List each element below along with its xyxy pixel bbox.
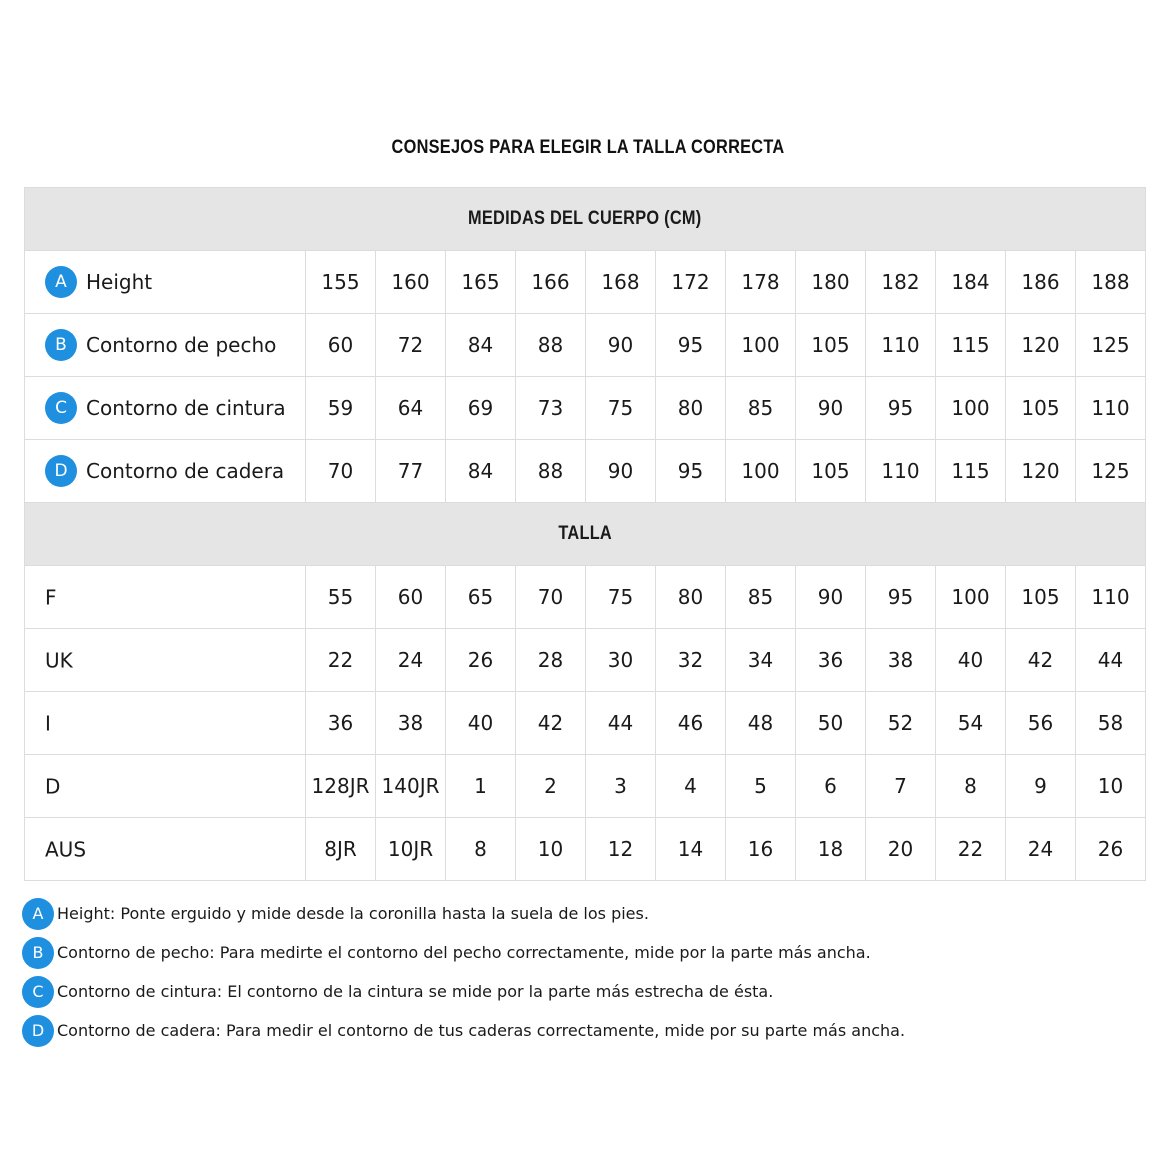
table-cell: 155 [306,251,376,314]
table-cell: 69 [446,377,516,440]
table-cell: 172 [656,251,726,314]
table-cell: 128JR [306,755,376,818]
table-cell: 72 [376,314,446,377]
table-cell: 28 [516,629,586,692]
table-cell: 168 [586,251,656,314]
table-cell: 22 [306,629,376,692]
table-cell: 90 [586,314,656,377]
table-cell: 59 [306,377,376,440]
letter-badge-icon: B [45,329,77,361]
table-cell: 84 [446,440,516,503]
table-cell: 75 [586,377,656,440]
table-cell: 40 [446,692,516,755]
table-cell: 22 [936,818,1006,881]
table-cell: 40 [936,629,1006,692]
table-cell: 26 [446,629,516,692]
table-cell: 24 [1006,818,1076,881]
table-cell: 65 [446,566,516,629]
table-cell: 64 [376,377,446,440]
table-cell: 75 [586,566,656,629]
measures-header [25,188,1146,251]
row-label [25,629,306,692]
table-cell: 120 [1006,314,1076,377]
table-cell: 80 [656,566,726,629]
table-cell: 60 [306,314,376,377]
table-cell: 6 [796,755,866,818]
table-cell: 36 [306,692,376,755]
row-label [25,566,306,629]
table-cell: 178 [726,251,796,314]
table-cell: 4 [656,755,726,818]
table-row [25,314,1146,377]
table-cell: 10JR [376,818,446,881]
measures-header-title: MEDIDAS DEL CUERPO (CM) [468,208,702,229]
row-label-text: D [45,774,61,799]
table-cell: 9 [1006,755,1076,818]
table-cell: 48 [726,692,796,755]
table-cell: 30 [586,629,656,692]
page-title: CONSEJOS PARA ELEGIR LA TALLA CORRECTA [391,137,785,158]
table-cell: 110 [1076,377,1146,440]
table-cell: 95 [866,377,936,440]
table-cell: 73 [516,377,586,440]
table-cell: 180 [796,251,866,314]
table-cell: 105 [1006,377,1076,440]
table-cell: 125 [1076,314,1146,377]
table-cell: 95 [656,314,726,377]
table-cell: 54 [936,692,1006,755]
table-row [25,818,1146,881]
table-cell: 105 [796,440,866,503]
table-cell: 42 [1006,629,1076,692]
table-cell: 44 [586,692,656,755]
table-cell: 52 [866,692,936,755]
table-cell: 26 [1076,818,1146,881]
table-cell: 10 [516,818,586,881]
table-cell: 77 [376,440,446,503]
table-cell: 1 [446,755,516,818]
table-cell: 5 [726,755,796,818]
table-cell: 70 [516,566,586,629]
table-cell: 95 [866,566,936,629]
row-label [25,755,306,818]
note-text: Contorno de cintura: El contorno de la cintura se mide por la parte más estrecha de ésta. [57,982,774,1001]
note-text: Height: Ponte erguido y mide desde la coronilla hasta la suela de los pies. [57,904,649,923]
table-cell: 7 [866,755,936,818]
table-cell: 100 [726,314,796,377]
table-cell: 90 [796,377,866,440]
letter-badge-icon: D [45,455,77,487]
table-cell: 36 [796,629,866,692]
table-cell: 105 [1006,566,1076,629]
table-cell: 88 [516,440,586,503]
table-cell: 38 [866,629,936,692]
table-cell: 8JR [306,818,376,881]
sizes-header-title: TALLA [558,523,612,544]
table-cell: 2 [516,755,586,818]
table-cell: 100 [936,377,1006,440]
table-cell: 188 [1076,251,1146,314]
table-cell: 60 [376,566,446,629]
letter-badge-icon: C [45,392,77,424]
letter-badge-icon: A [22,898,54,930]
note-text: Contorno de pecho: Para medirte el contorno del pecho correctamente, mide por la parte más ancha. [57,943,871,962]
table-cell: 182 [866,251,936,314]
measurement-notes [22,894,1162,1050]
table-cell: 8 [936,755,1006,818]
table-cell: 160 [376,251,446,314]
table-cell: 16 [726,818,796,881]
table-cell: 80 [656,377,726,440]
row-label-text: Contorno de cadera [86,459,285,483]
note-item [22,933,1162,972]
table-row [25,566,1146,629]
table-cell: 115 [936,314,1006,377]
table-cell: 46 [656,692,726,755]
table-cell: 100 [936,566,1006,629]
table-row [25,377,1146,440]
table-cell: 110 [866,314,936,377]
row-label-text: I [45,711,51,736]
row-label [25,692,306,755]
table-cell: 44 [1076,629,1146,692]
row-label [25,818,306,881]
table-cell: 55 [306,566,376,629]
row-label-text: Contorno de pecho [86,333,277,357]
row-label-text: AUS [45,837,87,862]
table-cell: 110 [1076,566,1146,629]
table-cell: 166 [516,251,586,314]
table-cell: 56 [1006,692,1076,755]
table-cell: 18 [796,818,866,881]
row-label-text: Height [86,270,153,294]
table-cell: 14 [656,818,726,881]
table-cell: 3 [586,755,656,818]
table-cell: 10 [1076,755,1146,818]
table-cell: 85 [726,377,796,440]
table-cell: 58 [1076,692,1146,755]
table-row [25,440,1146,503]
note-text: Contorno de cadera: Para medir el contorno de tus caderas correctamente, mide por su parte más ancha. [57,1021,906,1040]
row-label-text: Contorno de cintura [86,396,286,420]
note-item [22,972,1162,1011]
table-cell: 50 [796,692,866,755]
table-cell: 34 [726,629,796,692]
table-cell: 100 [726,440,796,503]
row-label-text: F [45,585,57,610]
table-cell: 24 [376,629,446,692]
letter-badge-icon: C [22,976,54,1008]
size-chart-table [24,187,1146,881]
table-cell: 186 [1006,251,1076,314]
table-cell: 115 [936,440,1006,503]
sizes-header [25,503,1146,566]
note-item [22,1011,1162,1050]
table-cell: 95 [656,440,726,503]
row-label [25,440,306,503]
table-cell: 32 [656,629,726,692]
table-row [25,629,1146,692]
table-cell: 20 [866,818,936,881]
table-cell: 88 [516,314,586,377]
row-label [25,377,306,440]
table-row [25,692,1146,755]
table-cell: 85 [726,566,796,629]
letter-badge-icon: B [22,937,54,969]
row-label-text: UK [45,648,73,673]
row-label [25,314,306,377]
table-cell: 12 [586,818,656,881]
letter-badge-icon: D [22,1015,54,1047]
table-row [25,251,1146,314]
table-cell: 125 [1076,440,1146,503]
table-cell: 42 [516,692,586,755]
table-cell: 8 [446,818,516,881]
table-cell: 105 [796,314,866,377]
row-label [25,251,306,314]
table-cell: 184 [936,251,1006,314]
table-cell: 84 [446,314,516,377]
table-cell: 70 [306,440,376,503]
letter-badge-icon: A [45,266,77,298]
note-item [22,894,1162,933]
table-cell: 120 [1006,440,1076,503]
table-cell: 165 [446,251,516,314]
table-cell: 140JR [376,755,446,818]
table-row [25,755,1146,818]
table-cell: 90 [796,566,866,629]
table-cell: 110 [866,440,936,503]
table-cell: 90 [586,440,656,503]
table-cell: 38 [376,692,446,755]
